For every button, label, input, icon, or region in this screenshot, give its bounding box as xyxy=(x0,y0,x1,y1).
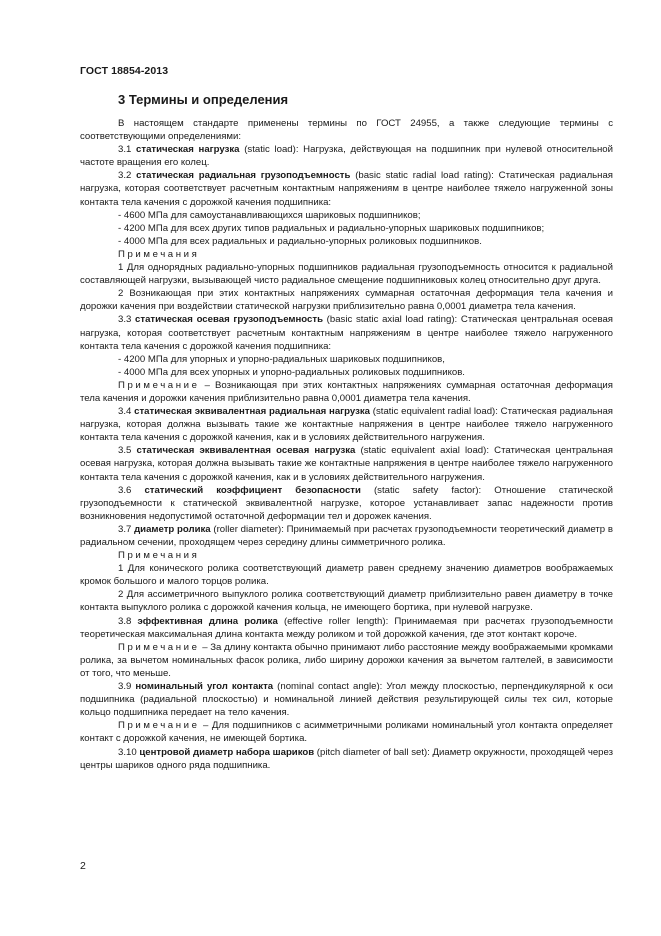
term-3-9: 3.9 номинальный угол контакта (nominal contact angle): Угол между плоскостью, перпендикулярной к оси подшипника (радиальной плоскостью) и номинальной линией действия результирующей силы тех сил, которые кольцо подшипника передает на тело качения. xyxy=(80,681,613,719)
term-3-8: 3.8 эффективная длина ролика (effective roller length): Принимаемая при расчетах грузоподъемности теоретическая максимальная длина контакта между роликом и той дорожкой качения, где этот контакт короче. xyxy=(80,615,613,640)
term-name: номинальный угол контакта xyxy=(135,681,274,693)
term-3-5: 3.5 статическая эквивалентная осевая нагрузка (static equivalent axial load): Статическая центральная осевая нагрузка, которая должна вызывать такие же контактные напряжения в центре наиболее тяжело нагруженного контакта тела качения с дорожкой качения, как и в условиях действительного нагружения. xyxy=(80,445,613,483)
note-item: Примечание – Возникающая при этих контактных напряжениях суммарная остаточная деформация тела качения и дорожки качения приблизительно равна 0,0001 диаметра тела качения. xyxy=(80,379,613,404)
page-number: 2 xyxy=(80,860,86,872)
note-item: 2 Для ассиметричного выпуклого ролика соответствующий диаметр приблизительно равен диаметру в точке контакта выпуклого ролика с дорожкой качения кольца, не имеющего бортика, при нулевой нагрузке. xyxy=(80,589,613,614)
term-3-7: 3.7 диаметр ролика (roller diameter): Принимаемый при расчетах грузоподъемности теоретический диаметр в радиальном сечении, проходящем через середину длины симметричного ролика. xyxy=(80,523,613,548)
term-name: эффективная длина ролика xyxy=(137,615,278,627)
term-name: статическая эквивалентная осевая нагрузка xyxy=(136,445,356,457)
term-name: статическая радиальная грузоподъемность xyxy=(136,170,351,182)
term-3-3: 3.3 статическая осевая грузоподъемность (basic static axial load rating): Статическая центральная осевая нагрузка, которая соответствует расчетным контактным напряжениям в центре наиболее тяжело нагруженного контакта тела качения с дорожкой качения подшипника: xyxy=(80,314,613,352)
term-name: статическая эквивалентная радиальная нагрузка xyxy=(134,406,371,418)
section-title: 3 Термины и определения xyxy=(118,92,289,107)
term-3-10: 3.10 центровой диаметр набора шариков (pitch diameter of ball set): Диаметр окружности, проходящей через центры шариков одного ряда подшипника. xyxy=(80,746,613,771)
list-item: - 4200 МПа для всех других типов радиальных и радиально-упорных шариковых подшипников; xyxy=(118,222,545,234)
term-name: диаметр ролика xyxy=(134,523,211,535)
term-name: центровой диаметр набора шариков xyxy=(139,746,315,758)
term-name: статический коэффициент безопасности xyxy=(144,484,361,496)
list-item: - 4000 МПа для всех радиальных и радиально-упорных роликовых подшипников. xyxy=(118,235,482,247)
note-item: Примечание – За длину контакта обычно принимают либо расстояние между воображаемыми кромками ролика, за вычетом номинальных фасок ролика, либо ширину дорожки качения за вычетом галтелей, в зависимости от того, что меньше. xyxy=(80,641,613,679)
section-body xyxy=(80,117,613,772)
list-item: - 4600 МПа для самоустанавливающихся шариковых подшипников; xyxy=(118,209,421,221)
term-3-4: 3.4 статическая эквивалентная радиальная нагрузка (static equivalent radial load): Статическая радиальная нагрузка, которая должна вызывать такие же контактные напряжения в центре наиболее тяжело нагруженного контакта тела качения с дорожкой качения, как и в условиях действительного нагружения. xyxy=(80,406,613,444)
list-item: - 4200 МПа для упорных и упорно-радиальных шариковых подшипников, xyxy=(118,353,445,365)
note-item: Примечание – Для подшипников с асимметричными роликами номинальный угол контакта определяет контакт с дорожкой качения, не имеющей бортика. xyxy=(80,720,613,745)
note-item: 2 Возникающая при этих контактных напряжениях суммарная остаточная деформация тела качения и дорожки качения при воздействии статической нагрузки приблизительно равна 0,0001 диаметра тела качения. xyxy=(80,288,613,313)
term-name: статическая осевая грузоподъемность xyxy=(135,314,323,326)
paragraph-intro: В настоящем стандарте применены термины по ГОСТ 24955, а также следующие термины с соответствующими определениями: xyxy=(80,118,613,143)
list-item: - 4000 МПа для всех упорных и упорно-радиальных роликовых подшипников. xyxy=(118,366,465,378)
notes-heading: Примечания xyxy=(118,248,200,260)
term-3-1: 3.1 статическая нагрузка (static load): Нагрузка, действующая на подшипник при нулевой относительной частоте вращения его колец. xyxy=(80,144,613,169)
term-3-6: 3.6 статический коэффициент безопасности (static safety factor): Отношение статической грузоподъемности к статической эквивалентной нагрузке, которое устанавливает запас надежности против возникновения недопустимой остаточной деформации тел и дорожек качения. xyxy=(80,484,613,522)
standard-header: ГОСТ 18854-2013 xyxy=(80,65,169,77)
note-item: 1 Для конического ролика соответствующий диаметр равен среднему значению диаметров воображаемых кромок большого и малого торцов ролика. xyxy=(80,563,613,588)
term-name: статическая нагрузка xyxy=(136,144,240,156)
note-item: 1 Для однорядных радиально-упорных подшипников радиальная грузоподъемность относится к радиальной составляющей нагрузки, вызывающей чисто радиальное смещение подшипниковых колец относительно друг друга. xyxy=(80,262,613,287)
term-3-2: 3.2 статическая радиальная грузоподъемность (basic static radial load rating): Статическая радиальная нагрузка, которая соответствует расчетным контактным напряжениям в центре наиболее тяжело нагруженной зоны контакта тела качения с дорожкой качения подшипника: xyxy=(80,170,613,208)
notes-heading: Примечания xyxy=(118,550,200,562)
